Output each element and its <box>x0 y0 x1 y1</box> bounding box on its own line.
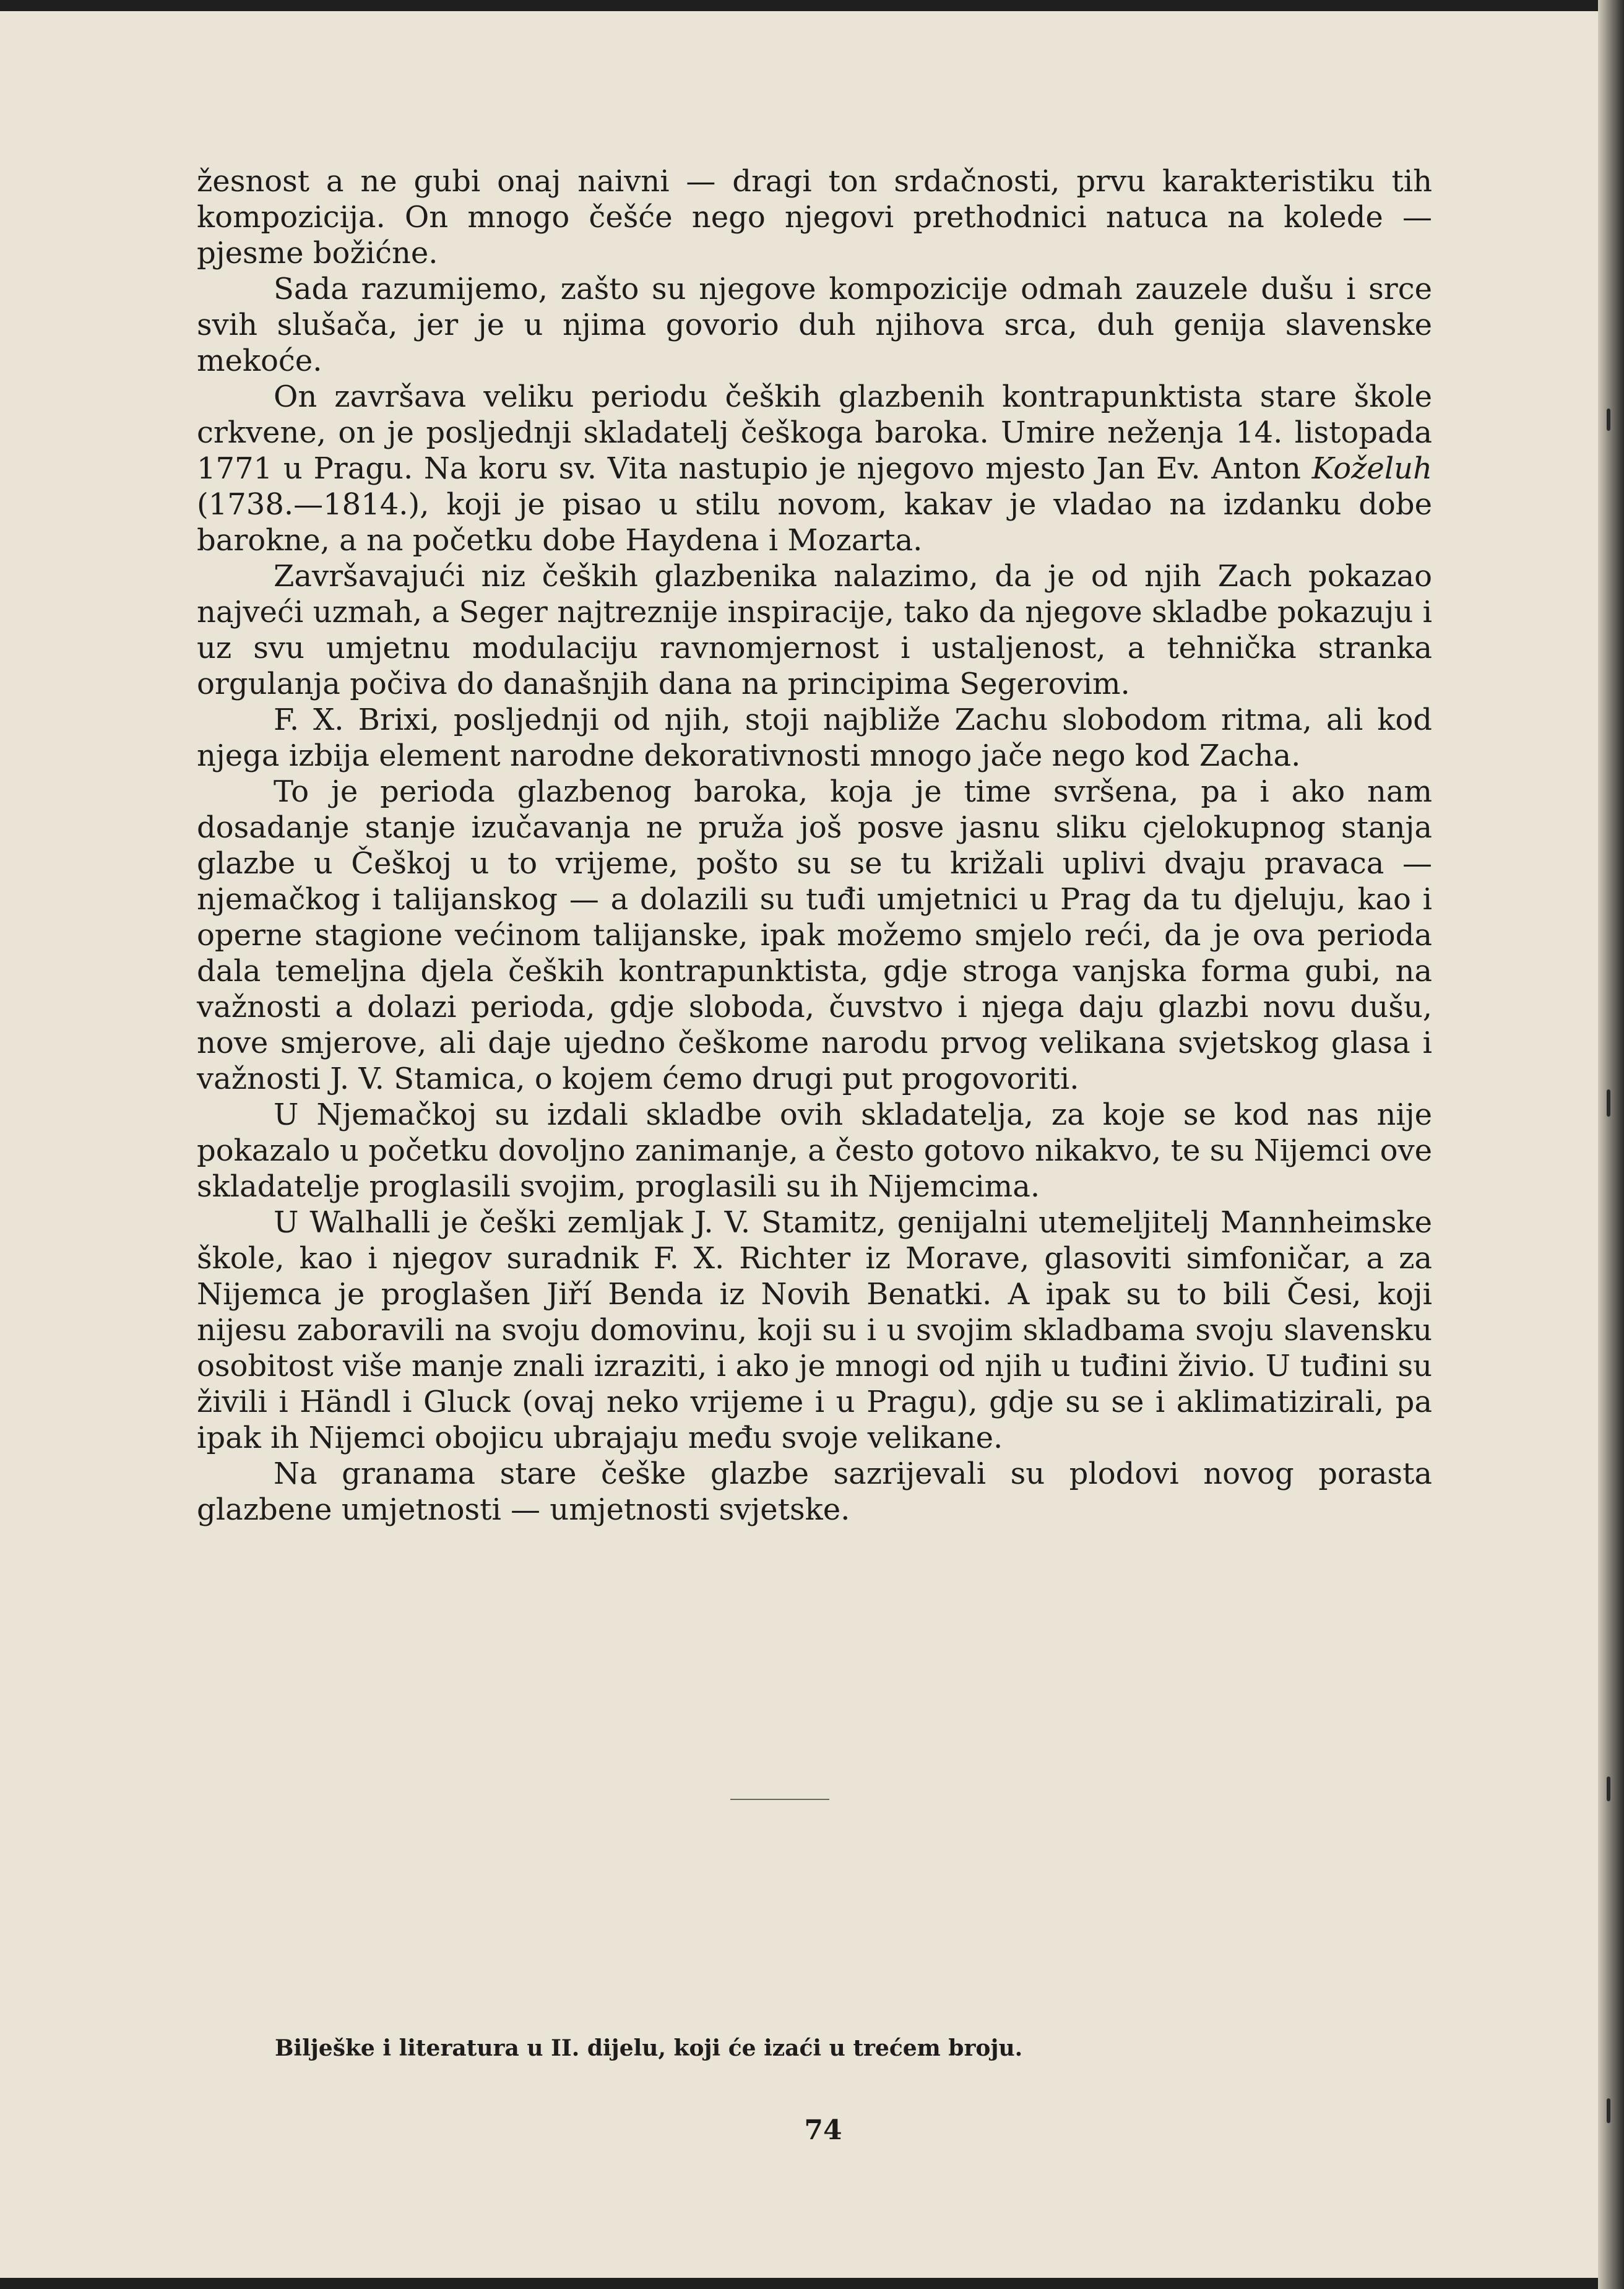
paragraph: F. X. Brixi, posljednji od njih, stoji najbliže Zachu slobodom ritma, ali kod njega izbija element narodne dekorativnosti mnogo jače nego kod Zacha. <box>197 703 1432 773</box>
page-number: 74 <box>804 2114 842 2146</box>
article-body <box>197 163 1432 1528</box>
paragraph: žesnost a ne gubi onaj naivni — dragi ton srdačnosti, prvu karakteristiku tih kompozicija. On mnogo češće nego njegovi prethodnici natuca na kolede — pjesme božićne. <box>197 164 1432 270</box>
paragraph: U Walhalli je češki zemljak J. V. Stamitz, genijalni utemeljitelj Mannheimske škole, kao i njegov suradnik F. X. Richter iz Morave, glasoviti simfoničar, a za Nijemca je proglašen Jiří Benda iz Novih Benatki. A ipak su to bili Česi, koji nijesu zaboravili na svoju domovinu, koji su i u svojim skladbama svoju slavensku osobitost više manje znali izraziti, i ako je mnogi od njih u tuđini živio. U tuđini su živili i Händl i Gluck (ovaj neko vrijeme i u Pragu), gdje su se i aklimatizirali, pa ipak ih Nijemci obojicu ubrajaju među svoje velikane. <box>197 1205 1432 1455</box>
paragraph: To je perioda glazbenog baroka, koja je time svršena, pa i ako nam dosadanje stanje izučavanja ne pruža još posve jasnu sliku cjelokupnog stanja glazbe u Češkoj u to vrijeme, pošto su se tu križali uplivi dvaju pravaca — njemačkog i talijanskog — a dolazili su tuđi umjetnici u Prag da tu djeluju, kao i operne stagione većinom talijanske, ipak možemo smjelo reći, da je ova perioda dala temeljna djela čeških kontrapunktista, gdje stroga vanjska forma gubi, na važnosti a dolazi perioda, gdje sloboda, čuvstvo i njega daju glazbi novu dušu, nove smjerove, ali daje ujedno češkome narodu prvog velikana svjetskog glasa i važnosti J. V. Stamica, o kojem ćemo drugi put progovoriti. <box>197 774 1432 1096</box>
spine-mark <box>1607 2098 1610 2123</box>
footnote: Bilješke i literatura u II. dijelu, koji će izaći u trećem broju. <box>275 2035 1023 2061</box>
book-spine <box>1598 0 1624 2289</box>
spine-mark <box>1607 1776 1610 1801</box>
paragraph: Na granama stare češke glazbe sazrijevali su plodovi novog porasta glazbene umjetnosti — umjetnosti svjetske. <box>197 1456 1432 1527</box>
book-page <box>0 11 1598 2278</box>
paragraph: Sada razumijemo, zašto su njegove kompozicije odmah zauzele dušu i srce svih slušača, jer je u njima govorio duh njihova srca, duh genija slavenske mekoće. <box>197 272 1432 378</box>
spine-mark <box>1607 1089 1610 1117</box>
paragraph: Završavajući niz čeških glazbenika nalazimo, da je od njih Zach pokazao najveći uzmah, a Seger najtreznije inspiracije, tako da njegove skladbe pokazuju i uz svu umjetnu modulaciju ravnomjernost i ustaljenost, a tehnička stranka orgulanja počiva do današnjih dana na principima Segerovim. <box>197 559 1432 701</box>
paragraph: On završava veliku periodu čeških glazbenih kontrapunktista stare škole crkvene, on je posljednji skladatelj češkoga baroka. Umire neženja 14. listopada 1771 u Pragu. Na koru sv. Vita nastupio je njegovo mjesto Jan Ev. Anton Koželuh (1738.—1814.), koji je pisao u stilu novom, kakav je vladao na izdanku dobe barokne, a na početku dobe Haydena i Mozarta. <box>197 379 1432 558</box>
emphasized-name: Koželuh <box>1311 451 1432 486</box>
spine-mark <box>1607 409 1610 431</box>
section-divider <box>730 1799 829 1800</box>
paragraph: U Njemačkoj su izdali skladbe ovih skladatelja, za koje se kod nas nije pokazalo u početku dovoljno zanimanje, a često gotovo nikakvo, te su Nijemci ove skladatelje proglasili svojim, proglasili su ih Nijemcima. <box>197 1097 1432 1204</box>
